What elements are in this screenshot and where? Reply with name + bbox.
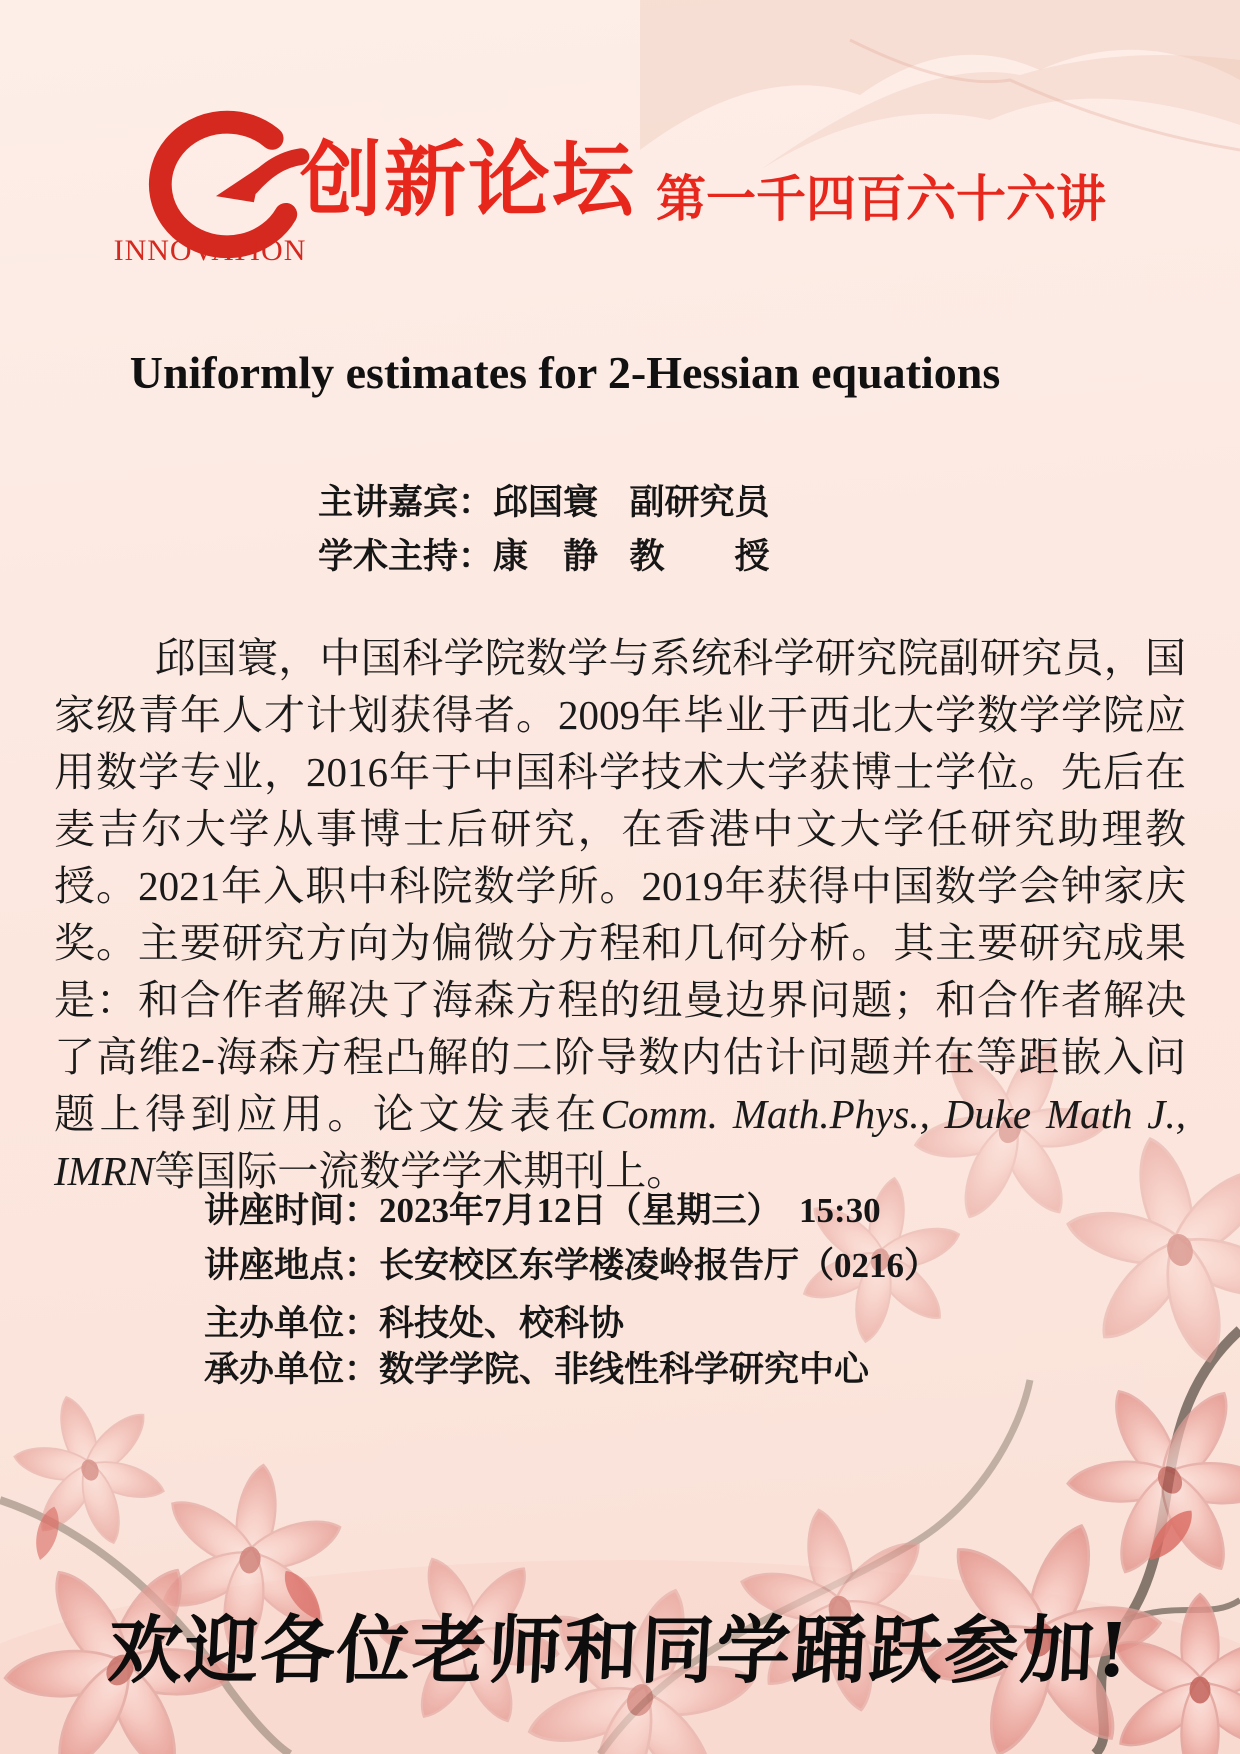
host-title: 教 授 <box>629 537 770 576</box>
welcome-banner: 欢迎各位老师和同学踊跃参加! <box>106 1608 1134 1694</box>
coorganizer-value: 数学学院、非线性科学研究中心 <box>379 1350 870 1389</box>
speaker-title: 副研究员 <box>629 483 770 522</box>
detail-row-organizer <box>204 1303 939 1345</box>
speaker-bio <box>54 630 1186 1200</box>
speaker-label: 主讲嘉宾： <box>318 483 494 522</box>
talk-title: Uniformly estimates for 2-Hessian equations <box>129 347 1001 398</box>
bio-journal-names: Comm. Math.Phys., Duke Math J., IMRN <box>54 1091 1186 1194</box>
bio-text-end: 等国际一流数学学术期刊上。 <box>154 1148 688 1194</box>
location-label: 讲座地点： <box>204 1246 380 1285</box>
innovation-logo-text: INNOVATION <box>113 234 307 267</box>
host-name: 康 静 <box>493 537 599 576</box>
bio-text: 邱国寰，中国科学院数学与系统科学研究院副研究员，国家级青年人才计划获得者。2009年毕业于西北大学数学学院应用数学专业，2016年于中国科学技术大学获博士学位。先后在麦吉尔大学从事博士后研究，在香港中文大学任研究助理教授。2021年入职中科院数学所。2019年获得中国数学会钟家庆奖。主要研究方向为偏微分方程和几何分析。其主要研究成果是：和合作者解决了海森方程的纽曼边界问题；和合作者解决了高维2-海森方程凸解的二阶导数内估计问题并在等距嵌入问题上得到应用。论文发表在 <box>54 635 1186 1137</box>
speaker-line <box>318 476 770 530</box>
organizer-label: 主办单位： <box>204 1304 380 1343</box>
speaker-name: 邱国寰 <box>493 483 599 522</box>
detail-row-coorganizer <box>204 1349 939 1391</box>
time-label: 讲座时间： <box>204 1191 380 1230</box>
detail-row-location <box>204 1245 939 1287</box>
coorganizer-label: 承办单位： <box>204 1350 380 1389</box>
time-value: 2023年7月12日（星期三） 15:30 <box>379 1191 881 1230</box>
host-label: 学术主持： <box>318 537 494 576</box>
lecture-details <box>204 1190 939 1404</box>
organizer-value: 科技处、校科协 <box>379 1304 625 1343</box>
host-line <box>318 530 770 584</box>
forum-title: 创新论坛 <box>300 133 637 228</box>
detail-row-time <box>204 1190 939 1232</box>
location-value: 长安校区东学楼凌岭报告厅（0216） <box>379 1246 940 1285</box>
speaker-block <box>318 476 770 584</box>
lecture-number: 第一千四百六十六讲 <box>656 170 1106 228</box>
